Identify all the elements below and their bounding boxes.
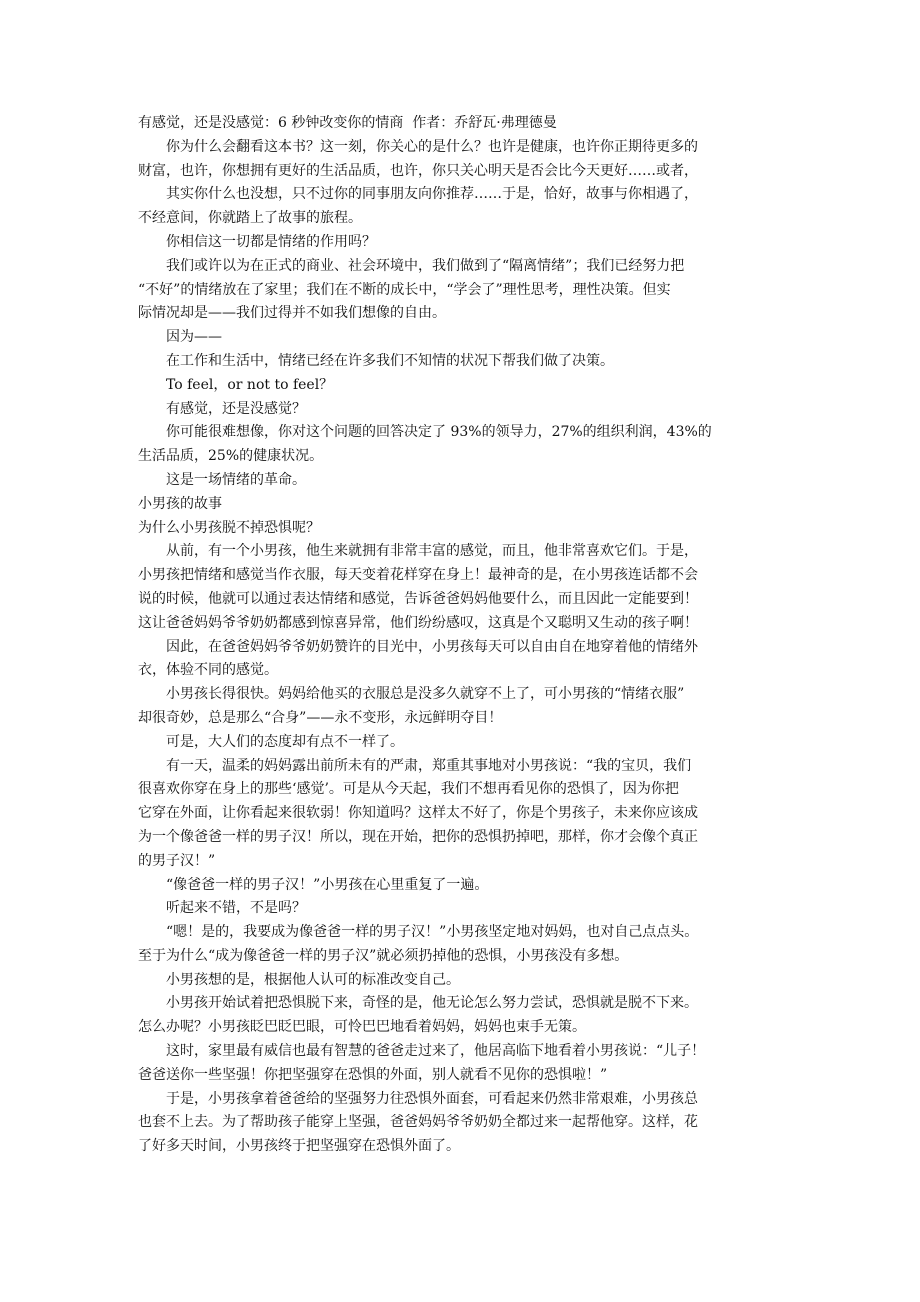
text-line: 小男孩开始试着把恐惧脱下来，奇怪的是，他无论怎么努力尝试，恐惧就是脱不下来。 — [166, 995, 698, 1012]
text-line: 际情况却是——我们过得并不如我们想像的自由。 — [138, 305, 446, 322]
text-line: 生活品质，25%的健康状况。 — [138, 448, 324, 465]
text-line: 可是，大人们的态度却有点不一样了。 — [166, 733, 404, 750]
text-line: 却很奇妙，总是那么“合身”——永不变形，永远鲜明夺目！ — [138, 709, 503, 726]
text-line: 怎么办呢？小男孩眨巴眨巴眼，可怜巴巴地看着妈妈，妈妈也束手无策。 — [138, 1019, 586, 1036]
text-line: 也套不上去。为了帮助孩子能穿上坚强，爸爸妈妈爷爷奶奶全都过来一起帮他穿。这样，花 — [138, 1114, 698, 1131]
text-line: “不好”的情绪放在了家里；我们在不断的成长中，“学会了”理性思考，理性决策。但实 — [138, 281, 671, 298]
text-line: 有一天，温柔的妈妈露出前所未有的严肃，郑重其事地对小男孩说：“我的宝贝，我们 — [166, 757, 692, 774]
text-line: 你为什么会翻看这本书？这一刻，你关心的是什么？也许是健康，也许你正期待更多的 — [166, 138, 698, 155]
text-line: 小男孩想的是，根据他人认可的标准改变自己。 — [166, 971, 460, 988]
text-line: 有感觉，还是没感觉：6 秒钟改变你的情商 作者：乔舒瓦·弗理德曼 — [138, 115, 557, 131]
text-line: 小男孩的故事 — [138, 495, 222, 512]
text-line: To feel，or not to feel？ — [166, 376, 334, 393]
text-line: “嗯！是的，我要成为像爸爸一样的男子汉！”小男孩坚定地对妈妈，也对自己点点头。 — [166, 924, 699, 941]
text-line: 小男孩把情绪和感觉当作衣服，每天变着花样穿在身上！最神奇的是，在小男孩连话都不会 — [138, 567, 698, 584]
text-line: 的男子汉！” — [138, 852, 216, 869]
text-line: 因此，在爸爸妈妈爷爷奶奶赞许的目光中，小男孩每天可以自由自在地穿着他的情绪外 — [166, 638, 698, 655]
text-line: 这让爸爸妈妈爷爷奶奶都感到惊喜异常，他们纷纷感叹，这真是个又聪明又生动的孩子啊！ — [138, 614, 698, 631]
text-line: 于是，小男孩拿着爸爸给的坚强努力往恐惧外面套，可看起来仍然非常艰难，小男孩总 — [166, 1090, 698, 1107]
text-line: 为一个像爸爸一样的男子汉！所以，现在开始，把你的恐惧扔掉吧，那样，你才会像个真正 — [138, 828, 698, 845]
text-line: 财富，也许，你想拥有更好的生活品质，也许，你只关心明天是否会比今天更好……或者， — [138, 162, 698, 179]
text-line: 说的时候，他就可以通过表达情绪和感觉，告诉爸爸妈妈他要什么，而且因此一定能要到！ — [138, 590, 698, 607]
text-line: 有感觉，还是没感觉？ — [166, 400, 306, 417]
text-line: 其实你什么也没想，只不过你的同事朋友向你推荐……于是，恰好，故事与你相遇了， — [166, 186, 698, 203]
text-line: 不经意间，你就踏上了故事的旅程。 — [138, 210, 362, 227]
text-line: 这时，家里最有威信也最有智慧的爸爸走过来了，他居高临下地看着小男孩说：“儿子！ — [166, 1043, 706, 1060]
text-line: 衣，体验不同的感觉。 — [138, 662, 278, 679]
text-line: 爸爸送你一些坚强！你把坚强穿在恐惧的外面，别人就看不见你的恐惧啦！” — [138, 1066, 608, 1083]
text-line: 你可能很难想像，你对这个问题的回答决定了 93%的领导力，27%的组织利润，43%的 — [166, 424, 712, 441]
text-line: 你相信这一切都是情绪的作用吗？ — [166, 233, 376, 250]
text-line: 从前，有一个小男孩，他生来就拥有非常丰富的感觉，而且，他非常喜欢它们。于是， — [166, 543, 698, 560]
document-page — [138, 112, 792, 1159]
text-line: 小男孩长得很快。妈妈给他买的衣服总是没多久就穿不上了，可小男孩的“情绪衣服” — [166, 686, 685, 703]
text-line: 为什么小男孩脱不掉恐惧呢？ — [138, 519, 320, 536]
text-line: 很喜欢你穿在身上的那些‘感觉’。可是从今天起，我们不想再看见你的恐惧了，因为你把 — [138, 781, 679, 798]
text-line: 因为—— — [166, 329, 222, 346]
text-line: 在工作和生活中，情绪已经在许多我们不知情的状况下帮我们做了决策。 — [166, 352, 614, 369]
text-line: 至于为什么“成为像爸爸一样的男子汉”就必须扔掉他的恐惧，小男孩没有多想。 — [138, 947, 629, 964]
text-line: 了好多天时间，小男孩终于把坚强穿在恐惧外面了。 — [138, 1138, 460, 1155]
text-line: 我们或许以为在正式的商业、社会环境中，我们做到了“隔离情绪”；我们已经努力把 — [166, 257, 685, 274]
text-line: 听起来不错，不是吗？ — [166, 900, 306, 917]
text-line: “像爸爸一样的男子汉！”小男孩在心里重复了一遍。 — [166, 876, 489, 893]
text-line: 它穿在外面，让你看起来很软弱！你知道吗？这样太不好了，你是个男孩子，未来你应该成 — [138, 805, 698, 822]
text-line: 这是一场情绪的革命。 — [166, 471, 306, 488]
